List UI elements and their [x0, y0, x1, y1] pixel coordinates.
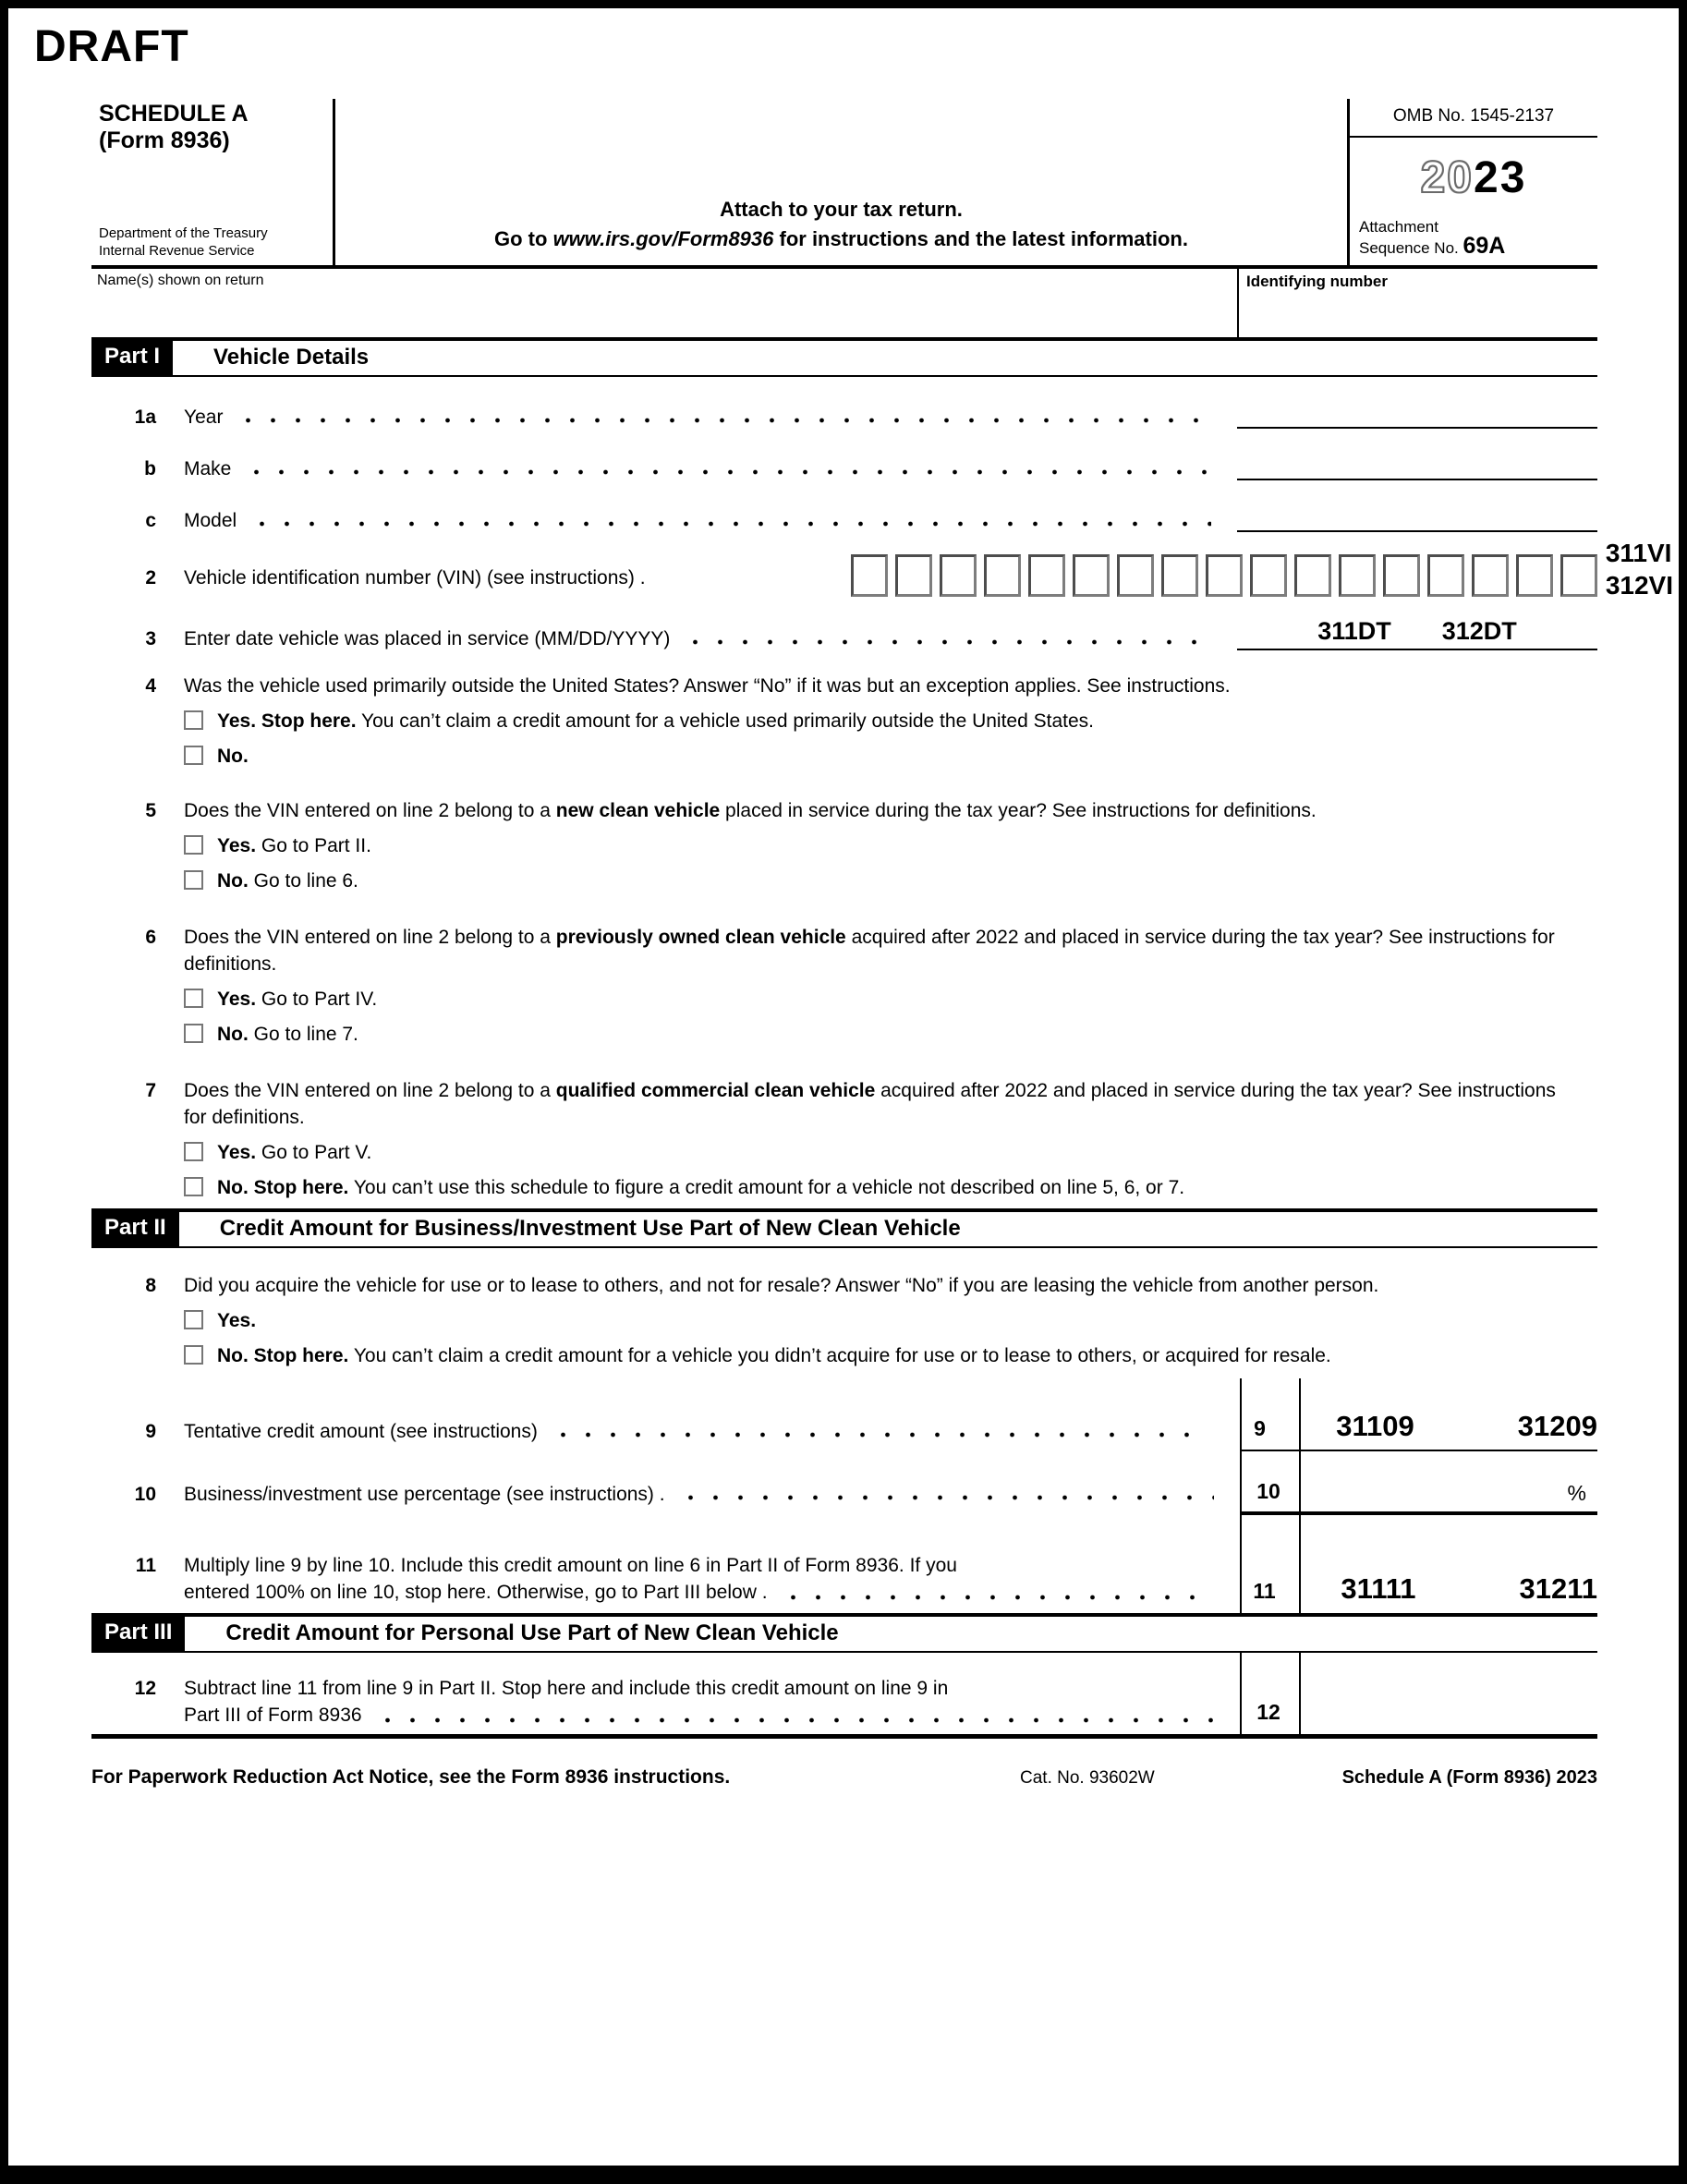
option-bold-text: Yes.	[217, 835, 257, 856]
question-text: placed in service during the tax year? See instructions for definitions.	[720, 800, 1317, 821]
date-annotation-2: 312DT	[1441, 617, 1517, 645]
header-center	[335, 99, 1350, 265]
attachment-sequence	[1350, 217, 1597, 265]
line-3-label: Enter date vehicle was placed in service (MM/DD/YYYY)	[184, 628, 671, 649]
part1-title: Vehicle Details	[213, 345, 370, 370]
line-12-text-line1: Subtract line 11 from line 9 in Part II. Stop here and include this credit amount on line 9 in	[184, 1678, 949, 1699]
header-right	[1350, 99, 1597, 265]
question-bold-term: qualified commercial clean vehicle	[555, 1080, 876, 1101]
line-6-text	[184, 924, 1560, 977]
part3-title: Credit Amount for Personal Use Part of New Clean Vehicle	[225, 1620, 839, 1645]
credit-amount-table	[91, 1378, 1597, 1613]
part2-title: Credit Amount for Business/Investment Use Part of New Clean Vehicle	[219, 1216, 961, 1241]
checkbox-line4-yes[interactable]	[184, 710, 203, 730]
vin-char-box[interactable]	[1294, 554, 1331, 597]
vin-char-box[interactable]	[895, 554, 932, 597]
line-5-option-no	[184, 868, 1597, 894]
line-4-number: 4	[145, 675, 156, 697]
identifying-number-field[interactable]: Identifying number	[1237, 269, 1597, 337]
line-9-annotation-1: 31109	[1336, 1410, 1414, 1442]
line-8-option-yes-label	[217, 1307, 1597, 1334]
line-9-text	[91, 1421, 1232, 1450]
line-5-number: 5	[145, 800, 156, 821]
option-bold-text: No. Stop here.	[217, 1345, 349, 1366]
option-rest-text: Go to line 6.	[248, 870, 358, 892]
vin-char-box[interactable]	[1472, 554, 1509, 597]
line-9-label: Tentative credit amount (see instructions)	[184, 1421, 538, 1442]
form-content	[91, 8, 1597, 1789]
option-bold-text: Yes.	[217, 1310, 257, 1331]
header-left	[91, 99, 335, 265]
option-bold-text: Yes.	[217, 989, 257, 1010]
checkbox-line6-yes[interactable]	[184, 989, 203, 1008]
line-11-box-number: 11	[1253, 1579, 1276, 1603]
date-annotation-1: 311DT	[1317, 617, 1391, 645]
schedule-title: SCHEDULE A	[99, 101, 249, 127]
line-2-number: 2	[145, 567, 156, 588]
vin-char-box[interactable]	[1516, 554, 1553, 597]
part3-tag: Part III	[91, 1617, 185, 1651]
question-bold-term: previously owned clean vehicle	[555, 927, 846, 948]
question-bold-term: new clean vehicle	[555, 800, 721, 821]
draft-watermark: DRAFT	[34, 22, 189, 71]
attachment-sequence-value: 69A	[1462, 233, 1506, 259]
tax-year	[1350, 138, 1597, 217]
line-2-row	[91, 554, 1597, 597]
question-text: acquired after 2022 and placed in service during the tax year? See instructions for definitions.	[184, 927, 1555, 975]
line-7-question	[91, 1077, 1597, 1131]
question-text: acquired after 2022 and placed in service during the tax year? See instructions for definitions.	[184, 1080, 1556, 1128]
option-bold-text: No. Stop here.	[217, 1177, 349, 1198]
option-bold-text: No.	[217, 746, 249, 767]
form-header	[91, 99, 1597, 269]
line-10-label: Business/investment use percentage (see instructions) .	[184, 1484, 665, 1505]
line-7-option-yes-label	[217, 1139, 1597, 1166]
vin-char-box[interactable]	[1028, 554, 1065, 597]
checkbox-line7-no[interactable]	[184, 1177, 203, 1196]
line-4-option-yes	[184, 708, 1597, 734]
line-7-option-no-label	[217, 1174, 1597, 1201]
goto-suffix: for instructions and the latest information.	[773, 227, 1188, 250]
checkbox-line8-no[interactable]	[184, 1345, 203, 1365]
line-11-row	[91, 1513, 1597, 1613]
dot-leader	[678, 1493, 1214, 1501]
line-5-text	[184, 797, 1560, 824]
question-text: Does the VIN entered on line 2 belong to a	[184, 927, 556, 948]
vin-char-box[interactable]	[1161, 554, 1198, 597]
vin-char-box[interactable]	[1427, 554, 1464, 597]
dot-leader	[375, 1716, 1214, 1724]
line-4-question	[91, 673, 1597, 699]
option-rest-text: Go to Part IV.	[256, 989, 378, 1010]
line-4-option-no	[184, 743, 1597, 770]
dot-leader	[249, 519, 1211, 528]
line-4-text: Was the vehicle used primarily outside the United States? Answer “No” if it was but an exception applies. See instructions.	[184, 675, 1231, 697]
omb-number: OMB No. 1545-2137	[1350, 99, 1597, 138]
line-1a-label: Year	[184, 406, 224, 428]
line-12-text-line2: Part III of Form 8936	[184, 1705, 362, 1726]
line-12-number: 12	[134, 1678, 156, 1699]
line-2-label: Vehicle identification number (VIN) (see instructions) .	[184, 567, 646, 588]
option-rest-text: Go to Part II.	[256, 835, 371, 856]
line-8-text: Did you acquire the vehicle for use or to lease to others, and not for resale? Answer “No” if you are leasing the vehicle from another person.	[184, 1275, 1379, 1296]
option-rest-text: You can’t claim a credit amount for a vehicle used primarily outside the United States.	[356, 710, 1094, 732]
department-line-2: Internal Revenue Service	[99, 243, 255, 259]
page-bottom-rule	[0, 2166, 1687, 2184]
line-12-amount-field[interactable]	[1297, 1727, 1597, 1734]
option-bold-text: Yes.	[217, 1142, 257, 1163]
line-11-annotation-1: 31111	[1341, 1572, 1416, 1605]
option-rest-text: You can’t claim a credit amount for a vehicle you didn’t acquire for use or to lease to others, or acquired for resale.	[348, 1345, 1331, 1366]
line-10-row	[91, 1450, 1597, 1513]
dot-leader	[236, 416, 1211, 424]
vin-char-box[interactable]	[1206, 554, 1243, 597]
line-8-option-no	[184, 1342, 1597, 1369]
line-12-table	[91, 1653, 1597, 1739]
tax-year-decade: 20	[1420, 152, 1474, 202]
vin-char-box[interactable]	[1560, 554, 1597, 597]
question-text: Does the VIN entered on line 2 belong to a	[184, 800, 556, 821]
dot-leader	[683, 637, 1211, 646]
line-12-row	[91, 1653, 1597, 1734]
vin-input-boxes[interactable]	[851, 554, 1597, 597]
line-1a-number: 1a	[134, 406, 156, 428]
line-10-text	[91, 1484, 1240, 1513]
line-4-option-yes-label	[217, 708, 1597, 734]
line-6-option-yes	[184, 986, 1597, 1013]
line-1c-row	[91, 501, 1597, 532]
part1-header	[91, 337, 1597, 377]
line-5-option-yes-label	[217, 832, 1597, 859]
date-placed-in-service-field[interactable]	[1237, 617, 1597, 650]
option-rest-text: Go to line 7.	[248, 1024, 358, 1045]
dot-leader	[781, 1593, 1210, 1601]
line-8-number: 8	[145, 1275, 156, 1296]
line-7-text	[184, 1077, 1560, 1131]
line-7-number: 7	[145, 1080, 156, 1101]
question-text: Does the VIN entered on line 2 belong to a	[184, 1080, 556, 1101]
line-12-text	[91, 1675, 1240, 1734]
line-5-option-no-label	[217, 868, 1597, 894]
line-9-box-number: 9	[1254, 1416, 1266, 1440]
line-9-row	[91, 1378, 1597, 1450]
line-10-box-number: 10	[1256, 1479, 1280, 1503]
make-input[interactable]	[1237, 449, 1597, 480]
line-9-annotation-2: 31209	[1517, 1410, 1597, 1442]
attachment-label-2: Sequence No.	[1359, 239, 1463, 257]
goto-prefix: Go to	[494, 227, 553, 250]
vin-char-box[interactable]	[1339, 554, 1376, 597]
irs-url: www.irs.gov/Form8936	[552, 227, 774, 250]
part2-tag: Part II	[91, 1212, 179, 1246]
line-11-text-line2: entered 100% on line 10, stop here. Otherwise, go to Part III below .	[184, 1582, 768, 1603]
checkbox-line4-no[interactable]	[184, 746, 203, 765]
checkbox-line8-yes[interactable]	[184, 1310, 203, 1329]
line-1a-row	[91, 397, 1597, 429]
line-9-amount-field[interactable]	[1288, 1410, 1597, 1450]
vin-field-annotations	[1606, 537, 1673, 601]
vin-annotation-2: 312VI	[1605, 571, 1673, 600]
name-row	[91, 269, 1597, 337]
line-7-option-no	[184, 1174, 1597, 1201]
line-6-number: 6	[145, 927, 156, 948]
form-footer	[91, 1759, 1597, 1789]
vin-char-box[interactable]	[1383, 554, 1420, 597]
part1-tag: Part I	[91, 341, 173, 375]
attachment-label-1: Attachment	[1359, 218, 1438, 236]
line-3-number: 3	[145, 628, 156, 649]
vin-char-box[interactable]	[1250, 554, 1287, 597]
line-11-text-line1: Multiply line 9 by line 10. Include this credit amount on line 6 in Part II of Form 8936. If you	[184, 1555, 957, 1576]
catalog-number: Cat. No. 93602W	[1020, 1768, 1155, 1788]
year-input[interactable]	[1237, 397, 1597, 429]
vin-annotation-1: 311VI	[1605, 539, 1672, 567]
line-11-amount-field[interactable]	[1293, 1572, 1597, 1613]
line-8-question	[91, 1272, 1597, 1299]
vin-char-box[interactable]	[851, 554, 888, 597]
line-1b-row	[91, 449, 1597, 480]
line-8-option-no-label	[217, 1342, 1597, 1369]
name-field[interactable]: Name(s) shown on return	[97, 273, 264, 288]
line-6-option-no-label	[217, 1021, 1597, 1048]
line-10-percentage-field[interactable]	[1297, 1481, 1597, 1513]
line-4-option-no-label	[217, 743, 1597, 770]
checkbox-line6-no[interactable]	[184, 1024, 203, 1043]
percent-sign: %	[1567, 1481, 1586, 1505]
line-9-number: 9	[145, 1421, 156, 1442]
vin-char-box[interactable]	[1073, 554, 1110, 597]
option-bold-text: No.	[217, 1024, 249, 1045]
paperwork-notice: For Paperwork Reduction Act Notice, see the Form 8936 instructions.	[91, 1766, 731, 1788]
line-6-option-no	[184, 1021, 1597, 1048]
checkbox-line5-yes[interactable]	[184, 835, 203, 855]
tax-year-digits: 23	[1474, 152, 1527, 202]
option-rest-text: Go to Part V.	[256, 1142, 372, 1163]
vin-char-box[interactable]	[940, 554, 977, 597]
line-11-annotation-2: 31211	[1519, 1572, 1597, 1605]
form-number: (Form 8936)	[99, 127, 230, 153]
form-identifier: Schedule A (Form 8936) 2023	[1341, 1767, 1597, 1788]
option-rest-text: You can’t use this schedule to figure a credit amount for a vehicle not described on line 5, 6, or 7.	[348, 1177, 1185, 1198]
checkbox-line7-yes[interactable]	[184, 1142, 203, 1161]
line-1b-number: b	[144, 458, 156, 479]
part2-header	[91, 1208, 1597, 1248]
checkbox-line5-no[interactable]	[184, 870, 203, 890]
model-input[interactable]	[1237, 501, 1597, 532]
attach-instruction: Attach to your tax return.	[720, 198, 963, 221]
line-5-question	[91, 797, 1597, 824]
line-8-option-yes	[184, 1307, 1597, 1334]
department-line-1: Department of the Treasury	[99, 225, 268, 241]
option-bold-text: No.	[217, 870, 249, 892]
line-1c-number: c	[145, 510, 156, 531]
line-11-text	[91, 1552, 1236, 1613]
line-6-question	[91, 924, 1597, 977]
line-5-option-yes	[184, 832, 1597, 859]
line-11-number: 11	[135, 1555, 156, 1576]
goto-instruction	[494, 224, 1188, 254]
line-10-number: 10	[134, 1484, 156, 1505]
dot-leader	[244, 467, 1211, 476]
line-6-option-yes-label	[217, 986, 1597, 1013]
vin-char-box[interactable]	[1117, 554, 1154, 597]
option-bold-text: Yes. Stop here.	[217, 710, 357, 732]
dot-leader	[551, 1430, 1206, 1438]
line-1b-label: Make	[184, 458, 232, 479]
part3-header	[91, 1613, 1597, 1653]
line-7-option-yes	[184, 1139, 1597, 1166]
line-3-row	[91, 610, 1597, 650]
line-1c-label: Model	[184, 510, 237, 531]
line-12-box-number: 12	[1256, 1700, 1280, 1724]
vin-char-box[interactable]	[984, 554, 1021, 597]
